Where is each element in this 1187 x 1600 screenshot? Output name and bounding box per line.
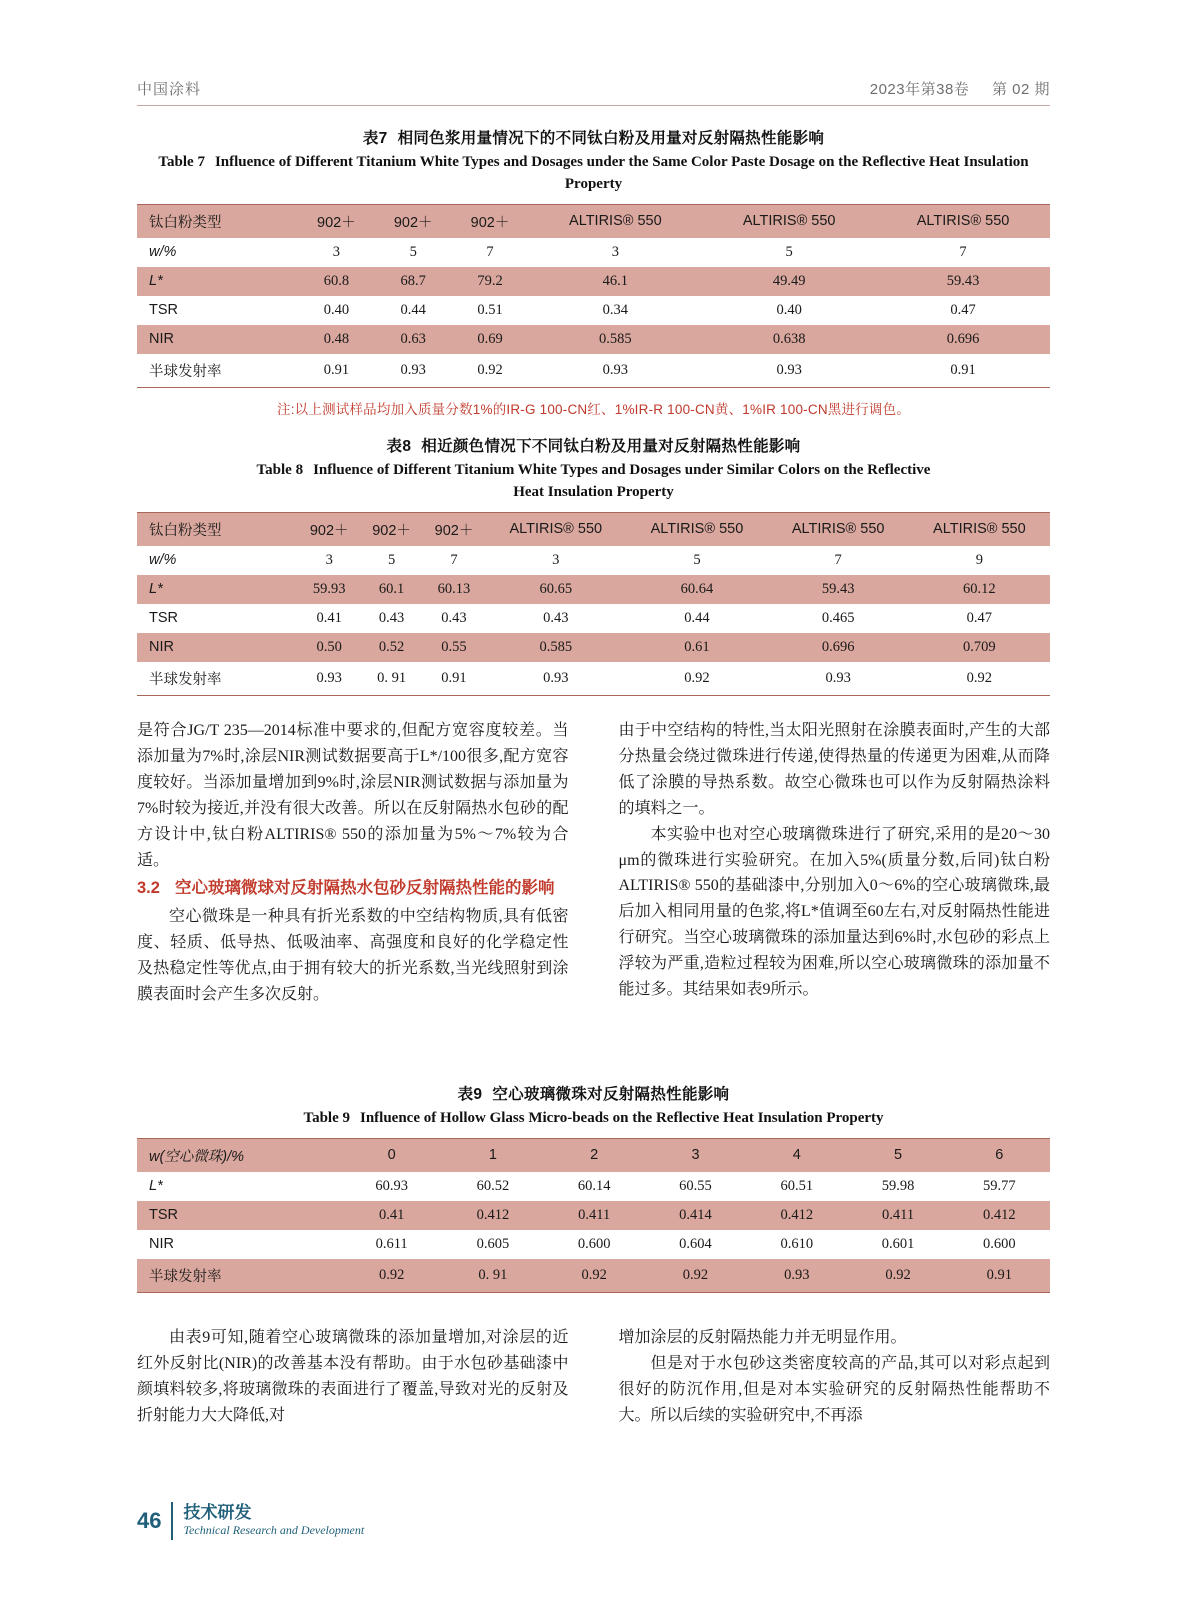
table-row — [137, 633, 1050, 662]
table8-r5-head: 半球发射率 — [137, 662, 298, 696]
table7-r1-c0: 3 — [298, 238, 375, 267]
body-lower — [137, 1325, 1050, 1429]
table7-r4-c4: 0.638 — [702, 325, 876, 354]
table9-r2-c4: 0.412 — [746, 1201, 847, 1230]
table9-r2-c6: 0.412 — [949, 1201, 1050, 1230]
table7-r5-c4: 0.93 — [702, 354, 876, 388]
table7-caption-cn-number: 表7 — [362, 130, 388, 147]
body-upper-left-column — [137, 718, 569, 1007]
table8-r3-c3: 0.43 — [485, 604, 626, 633]
table7-r4-c0: 0.48 — [298, 325, 375, 354]
table8-r5-c2: 0.91 — [423, 662, 485, 696]
table9-caption-cn-number: 表9 — [457, 1086, 483, 1103]
table7-r1-c5: 7 — [876, 238, 1050, 267]
body-lower-left-column — [137, 1325, 569, 1429]
table-row — [137, 354, 1050, 388]
volume-label: 2023年第38卷 — [869, 81, 970, 98]
table7-caption-en — [137, 152, 1050, 196]
table9-r4-head: 半球发射率 — [137, 1259, 341, 1293]
table8-r4-c2: 0.55 — [423, 633, 485, 662]
table8-r1-c0: 3 — [298, 546, 360, 575]
table9-r1-c1: 60.52 — [442, 1172, 543, 1201]
table9-r4-c0: 0.92 — [341, 1259, 442, 1293]
table8-r4-c4: 0.61 — [626, 633, 767, 662]
table9-caption-cn-text: 空心玻璃微珠对反射隔热性能影响 — [492, 1086, 730, 1103]
table9-caption-en-text: Influence of Hollow Glass Micro-beads on the Reflective Heat Insulation Property — [359, 1110, 884, 1126]
table7-r3-head: TSR — [137, 296, 298, 325]
paragraph: 是符合JG/T 235—2014标准中要求的,但配方宽容度较差。当添加量为7%时,涂层NIR测试数据要高于L*/100很多,配方宽容度较好。当添加量增加到9%时,涂层NIR测试数据与添加量为7%时较为接近,并没有很大改善。所以在反射隔热水包砂的配方设计中,钛白粉ALTIRIS® 550的添加量为5%～7%较为合适。 — [137, 722, 569, 869]
table7-r4-c2: 0.69 — [452, 325, 529, 354]
table7-note: 注:以上测试样品均加入质量分数1%的IR-G 100-CN红、1%IR-R 100-CN黄、1%IR 100-CN黑进行调色。 — [277, 401, 910, 417]
table9-r3-head: NIR — [137, 1230, 341, 1259]
table7-r0-c0: 902＋ — [298, 204, 375, 238]
table7-r0-c1: 902＋ — [375, 204, 452, 238]
table9-r4-c2: 0.92 — [544, 1259, 645, 1293]
table-row — [137, 1259, 1050, 1293]
table7-r2-c2: 79.2 — [452, 267, 529, 296]
table8-r5-c1: 0. 91 — [360, 662, 422, 696]
table-row — [137, 267, 1050, 296]
paragraph: 空心微珠是一种具有折光系数的中空结构物质,具有低密度、轻质、低导热、低吸油率、高强度和良好的化学稳定性及热稳定性等优点,由于拥有较大的折光系数,当光线照射到涂膜表面时会产生多次反射。 — [137, 907, 569, 1003]
table7-r0-c4: ALTIRIS® 550 — [702, 204, 876, 238]
table7-r2-c1: 68.7 — [375, 267, 452, 296]
page-number: 46 — [137, 1508, 162, 1533]
table9-r2-head: TSR — [137, 1201, 341, 1230]
table7-r3-c4: 0.40 — [702, 296, 876, 325]
table9 — [137, 1138, 1050, 1293]
table-row — [137, 604, 1050, 633]
table9-r4-c5: 0.92 — [847, 1259, 948, 1293]
table7-r2-head: L* — [137, 267, 298, 296]
table8-r0-c0: 902＋ — [298, 512, 360, 546]
footer-divider — [171, 1502, 173, 1540]
table7-r1-c4: 5 — [702, 238, 876, 267]
table9-r0-c2: 2 — [544, 1138, 645, 1172]
table7-r2-c3: 46.1 — [528, 267, 702, 296]
table8-r0-head: 钛白粉类型 — [137, 512, 298, 546]
table8-r1-c3: 3 — [485, 546, 626, 575]
table9-r1-head: L* — [137, 1172, 341, 1201]
table7-r4-c1: 0.63 — [375, 325, 452, 354]
table7-r1-head: w/% — [137, 238, 298, 267]
paragraph: 由于中空结构的特性,当太阳光照射在涂膜表面时,产生的大部分热量会绕过微珠进行传递,使得热量的传递更为困难,从而降低了涂膜的导热系数。故空心微珠也可以作为反射隔热涂料的填料之一。 — [618, 722, 1050, 817]
footer-section-en: Technical Research and Development — [183, 1522, 365, 1537]
table9-r0-c4: 4 — [746, 1138, 847, 1172]
table9-r0-c0: 0 — [341, 1138, 442, 1172]
table8-r1-head: w/% — [137, 546, 298, 575]
table7-r3-c2: 0.51 — [452, 296, 529, 325]
table8-r2-c2: 60.13 — [423, 575, 485, 604]
table8-r2-c3: 60.65 — [485, 575, 626, 604]
table7-caption-cn — [137, 126, 1050, 148]
table8-r3-c2: 0.43 — [423, 604, 485, 633]
table8-r5-c5: 0.93 — [768, 662, 909, 696]
table8-r3-head: TSR — [137, 604, 298, 633]
table9-r1-c6: 59.77 — [949, 1172, 1050, 1201]
table8-r2-c5: 59.43 — [768, 575, 909, 604]
table8-r0-c1: 902＋ — [360, 512, 422, 546]
table-row — [137, 1230, 1050, 1259]
table7-r3-c5: 0.47 — [876, 296, 1050, 325]
table9-r1-c3: 60.55 — [645, 1172, 746, 1201]
table7-r5-c5: 0.91 — [876, 354, 1050, 388]
paragraph: 但是对于水包砂这类密度较高的产品,其可以对彩点起到很好的防沉作用,但是对本实验研究的反射隔热性能帮助不大。所以后续的实验研究中,不再添 — [618, 1354, 1050, 1424]
table8-caption-cn — [137, 434, 1050, 456]
table8-r4-c3: 0.585 — [485, 633, 626, 662]
table7-r1-c2: 7 — [452, 238, 529, 267]
table8-r0-c4: ALTIRIS® 550 — [626, 512, 767, 546]
table8-r2-c6: 60.12 — [909, 575, 1050, 604]
table7-r0-head: 钛白粉类型 — [137, 204, 298, 238]
table8-r2-c4: 60.64 — [626, 575, 767, 604]
table9-r3-c1: 0.605 — [442, 1230, 543, 1259]
table7-r5-c3: 0.93 — [528, 354, 702, 388]
paragraph: 由表9可知,随着空心玻璃微珠的添加量增加,对涂层的近红外反射比(NIR)的改善基本没有帮助。由于水包砂基础漆中颜填料较多,将玻璃微珠的表面进行了覆盖,导致对光的反射及折射能力大大降低,对 — [137, 1329, 569, 1424]
journal-name: 中国涂料 — [137, 81, 202, 98]
table8-r4-c0: 0.50 — [298, 633, 360, 662]
section-title: 空心玻璃微球对反射隔热水包砂反射隔热性能的影响 — [175, 879, 555, 898]
table7-block — [137, 126, 1050, 418]
table7-r5-head: 半球发射率 — [137, 354, 298, 388]
table-row — [137, 325, 1050, 354]
table7-r3-c1: 0.44 — [375, 296, 452, 325]
table8-r0-c6: ALTIRIS® 550 — [909, 512, 1050, 546]
table9-r0-c6: 6 — [949, 1138, 1050, 1172]
table7-r5-c0: 0.91 — [298, 354, 375, 388]
table9-caption-cn — [137, 1082, 1050, 1104]
table7-caption-en-text: Influence of Different Titanium White Types and Dosages under the Same Color Paste Dosage on the Reflective Heat Insulation Property — [214, 154, 1029, 192]
table9-r4-c6: 0.91 — [949, 1259, 1050, 1293]
table8-caption-en-number: Table 8 — [256, 462, 304, 478]
table7-r3-c3: 0.34 — [528, 296, 702, 325]
table7-r0-c2: 902＋ — [452, 204, 529, 238]
table8-r5-c4: 0.92 — [626, 662, 767, 696]
table7-r4-c3: 0.585 — [528, 325, 702, 354]
section-heading-3-2 — [137, 875, 569, 901]
table8 — [137, 512, 1050, 696]
table8-r2-head: L* — [137, 575, 298, 604]
table8-r3-c5: 0.465 — [768, 604, 909, 633]
table-row — [137, 662, 1050, 696]
table7-r2-c5: 59.43 — [876, 267, 1050, 296]
table7-r3-c0: 0.40 — [298, 296, 375, 325]
table8-r4-c1: 0.52 — [360, 633, 422, 662]
table9-block — [137, 1082, 1050, 1293]
table8-r5-c3: 0.93 — [485, 662, 626, 696]
table7-r4-c5: 0.696 — [876, 325, 1050, 354]
table8-r0-c3: ALTIRIS® 550 — [485, 512, 626, 546]
table-row — [137, 546, 1050, 575]
table9-r4-c4: 0.93 — [746, 1259, 847, 1293]
table7-r1-c1: 5 — [375, 238, 452, 267]
page-footer — [137, 1502, 364, 1540]
table7-r5-c2: 0.92 — [452, 354, 529, 388]
table-row — [137, 512, 1050, 546]
table9-r2-c1: 0.412 — [442, 1201, 543, 1230]
paragraph: 增加涂层的反射隔热能力并无明显作用。 — [618, 1329, 907, 1346]
table-row — [137, 1201, 1050, 1230]
issue-label: 第 02 期 — [991, 81, 1050, 98]
table8-block — [137, 434, 1050, 696]
table7-r0-c5: ALTIRIS® 550 — [876, 204, 1050, 238]
table8-r2-c1: 60.1 — [360, 575, 422, 604]
table8-r1-c2: 7 — [423, 546, 485, 575]
table8-r3-c6: 0.47 — [909, 604, 1050, 633]
table9-r3-c3: 0.604 — [645, 1230, 746, 1259]
table7-r1-c3: 3 — [528, 238, 702, 267]
table9-r0-c3: 3 — [645, 1138, 746, 1172]
table9-r1-c0: 60.93 — [341, 1172, 442, 1201]
page-header — [137, 78, 1050, 106]
table8-r0-c5: ALTIRIS® 550 — [768, 512, 909, 546]
table-row — [137, 1172, 1050, 1201]
body-upper — [137, 718, 1050, 1007]
table8-r4-head: NIR — [137, 633, 298, 662]
body-lower-right-column — [619, 1325, 1051, 1429]
table7-r5-c1: 0.93 — [375, 354, 452, 388]
table9-r0-c5: 5 — [847, 1138, 948, 1172]
table9-r3-c0: 0.611 — [341, 1230, 442, 1259]
table8-r1-c6: 9 — [909, 546, 1050, 575]
table8-caption-en-text: Influence of Different Titanium White Types and Dosages under Similar Colors on the Reflective Heat Insulation Property — [313, 462, 931, 500]
table8-caption-en — [137, 460, 1050, 504]
table9-r3-c4: 0.610 — [746, 1230, 847, 1259]
table9-r1-c4: 60.51 — [746, 1172, 847, 1201]
table8-r0-c2: 902＋ — [423, 512, 485, 546]
table8-r1-c4: 5 — [626, 546, 767, 575]
table8-r3-c0: 0.41 — [298, 604, 360, 633]
table9-r0-c1: 1 — [442, 1138, 543, 1172]
table7-caption-en-number: Table 7 — [158, 154, 205, 170]
table8-r1-c5: 7 — [768, 546, 909, 575]
table8-r4-c6: 0.709 — [909, 633, 1050, 662]
table8-r2-c0: 59.93 — [298, 575, 360, 604]
table9-r2-c3: 0.414 — [645, 1201, 746, 1230]
table9-r1-c2: 60.14 — [544, 1172, 645, 1201]
table-row — [137, 296, 1050, 325]
table9-r4-c3: 0.92 — [645, 1259, 746, 1293]
table8-caption-cn-number: 表8 — [386, 438, 412, 455]
table-row — [137, 575, 1050, 604]
table9-r2-c5: 0.411 — [847, 1201, 948, 1230]
table9-r1-c5: 59.98 — [847, 1172, 948, 1201]
table8-r1-c1: 5 — [360, 546, 422, 575]
table8-r5-c0: 0.93 — [298, 662, 360, 696]
table9-caption-en — [137, 1108, 1050, 1130]
table8-r3-c1: 0.43 — [360, 604, 422, 633]
table9-r2-c2: 0.411 — [544, 1201, 645, 1230]
table9-r3-c6: 0.600 — [949, 1230, 1050, 1259]
table7-r4-head: NIR — [137, 325, 298, 354]
table9-r2-c0: 0.41 — [341, 1201, 442, 1230]
table8-r4-c5: 0.696 — [768, 633, 909, 662]
table7-r0-c3: ALTIRIS® 550 — [528, 204, 702, 238]
table9-caption-en-number: Table 9 — [303, 1110, 350, 1126]
table8-r3-c4: 0.44 — [626, 604, 767, 633]
body-upper-right-column — [619, 718, 1051, 1007]
table8-r5-c6: 0.92 — [909, 662, 1050, 696]
footer-section-cn: 技术研发 — [183, 1502, 252, 1522]
table7-r2-c0: 60.8 — [298, 267, 375, 296]
paragraph: 本实验中也对空心玻璃微珠进行了研究,采用的是20～30 μm的微珠进行实验研究。在加入5%(质量分数,后同)钛白粉ALTIRIS® 550的基础漆中,分别加入0～6%的空心玻璃微珠,最后加入相同用量的色浆,将L*值调至60左右,对反射隔热性能进行研究。当空心玻璃微珠的添加量达到6%时,水包砂的彩点上浮较为严重,造粒过程较为困难,所以空心玻璃微珠的添加量不能过多。其结果如表9所示。 — [618, 825, 1050, 999]
table9-r4-c1: 0. 91 — [442, 1259, 543, 1293]
table-row — [137, 238, 1050, 267]
table8-caption-cn-text: 相近颜色情况下不同钛白粉及用量对反射隔热性能影响 — [421, 438, 801, 455]
table7 — [137, 204, 1050, 388]
table7-r2-c4: 49.49 — [702, 267, 876, 296]
table9-r0-head: w(空心微珠)/% — [137, 1138, 341, 1172]
issue-info — [870, 78, 1050, 99]
table9-r3-c2: 0.600 — [544, 1230, 645, 1259]
table7-caption-cn-text: 相同色浆用量情况下的不同钛白粉及用量对反射隔热性能影响 — [397, 130, 825, 147]
footer-section-label — [183, 1504, 364, 1538]
table-row — [137, 1138, 1050, 1172]
table9-r3-c5: 0.601 — [847, 1230, 948, 1259]
table-row — [137, 204, 1050, 238]
section-number: 3.2 — [137, 879, 160, 898]
